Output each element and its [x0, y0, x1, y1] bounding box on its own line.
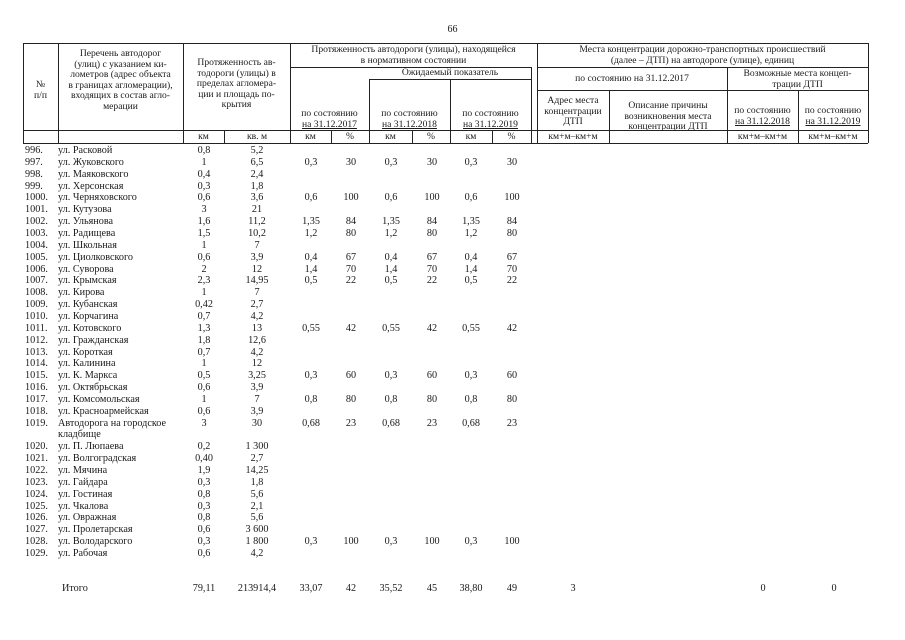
cell-area: 5,6 [250, 488, 264, 500]
cell-n: 1004. [25, 239, 48, 251]
cell-k17: 0,3 [304, 370, 318, 382]
cell-p19: 67 [506, 251, 518, 263]
cell-name: ул. Школьная [58, 239, 117, 251]
cell-n: 1019. [25, 417, 48, 429]
cell-k19: 0,3 [464, 156, 478, 168]
cell-k18: 1,2 [384, 227, 398, 239]
cell-p18: 67 [426, 251, 438, 263]
cell-name: ул. Мячина [58, 465, 108, 476]
cell-area: 3,9 [250, 405, 264, 417]
cell-km: 0,4 [197, 168, 211, 180]
cell-n: 1003. [25, 227, 48, 239]
cell-p19: 100 [504, 192, 520, 204]
cell-p19: 84 [506, 216, 518, 228]
cell-area: 14,95 [245, 275, 269, 287]
cell-p18: 80 [426, 393, 438, 405]
cell-k17: 0,68 [302, 417, 320, 429]
unit-pct-2018: % [427, 131, 435, 142]
cell-area: 3,6 [250, 192, 264, 204]
header-roads: Перечень автодорог (улиц) с указанием ки- лометров (адрес объекта в границах агломерации), входящих в состав агло- мерации [68, 48, 173, 112]
cell-n: 1016. [25, 382, 48, 393]
cell-name: ул. Пролетарская [58, 524, 133, 536]
cell-n: 1002. [25, 216, 48, 228]
cell-p19: 60 [506, 370, 518, 382]
cell-k18: 0,68 [382, 417, 400, 429]
cell-name: Автодорога на городское [58, 417, 167, 429]
cell-k19: 0,3 [464, 370, 478, 382]
cell-p18: 70 [426, 263, 438, 275]
cell-area: 1,8 [250, 180, 264, 192]
cell-p17: 60 [345, 370, 357, 382]
cell-p17: 100 [343, 192, 359, 204]
cell-n: 1001. [25, 204, 48, 216]
total-pct-2019: 49 [506, 583, 518, 594]
header-length: Протяженность ав- тодороги (улицы) в пределах агломера- ции и площадь по- крытия [196, 57, 277, 111]
header-dtp-address: Адрес места концентрации ДТП [544, 95, 602, 128]
cell-km: 1,9 [197, 465, 211, 476]
cell-area: 14,25 [245, 465, 269, 476]
cell-km: 3 [201, 204, 207, 216]
total-km: 79,11 [192, 583, 216, 594]
cell-n: 1005. [25, 251, 48, 263]
cell-n: 1023. [25, 476, 48, 488]
total-km-2018: 35,52 [379, 583, 403, 594]
header-number: № п/п [34, 79, 47, 101]
cell-k19: 0,3 [464, 536, 478, 548]
cell-km: 0,3 [197, 536, 211, 548]
header-expected: Ожидаемый показатель [401, 67, 499, 78]
cell-p19: 70 [506, 263, 518, 275]
cell-area: 3,9 [250, 251, 264, 263]
cell-p19: 100 [504, 536, 520, 548]
cell-k18: 0,55 [382, 322, 400, 334]
header-border [531, 67, 532, 143]
cell-km: 1 [201, 156, 207, 168]
cell-n: 1029. [25, 547, 48, 559]
cell-p17: 80 [345, 393, 357, 405]
unit-km-m-2018: км+м–км+м [737, 131, 788, 142]
cell-k17: 0,3 [304, 536, 318, 548]
cell-area: 4,2 [250, 547, 264, 559]
header-dtp-2018: по состоянию на 31.12.2018 [734, 105, 791, 127]
cell-n: 1027. [25, 524, 48, 536]
cell-p17: 30 [345, 156, 357, 168]
cell-n: 1017. [25, 393, 48, 405]
cell-n: 998. [25, 168, 43, 180]
cell-p17: 23 [345, 417, 357, 429]
cell-k17: 0,55 [302, 322, 320, 334]
cell-area: 21 [251, 204, 263, 216]
cell-n: 1018. [25, 405, 48, 417]
cell-name: ул. Короткая [58, 346, 113, 358]
cell-area: 5,6 [250, 512, 264, 524]
total-dtp-2019: 0 [831, 583, 837, 594]
cell-p18: 30 [426, 156, 438, 168]
cell-p18: 42 [426, 322, 438, 334]
cell-n: 1012. [25, 334, 48, 346]
cell-km: 0,3 [197, 500, 211, 512]
header-normative-2018: по состоянию на 31.12.2018 [381, 108, 438, 130]
unit-pct-2019: % [507, 131, 516, 142]
cell-name: ул. Суворова [58, 263, 114, 275]
cell-p17: 80 [345, 227, 357, 239]
cell-k17: 0,4 [304, 251, 318, 263]
cell-k18: 0,5 [384, 275, 398, 287]
total-pct-2017: 42 [345, 583, 357, 594]
unit-km-2018: км [385, 131, 396, 142]
cell-km: 0,42 [195, 299, 213, 311]
cell-name: ул. Октябрьская [58, 382, 128, 393]
cell-area: 3,25 [248, 370, 266, 382]
cell-area: 2,1 [250, 500, 264, 512]
cell-km: 1,3 [197, 322, 211, 334]
cell-k19: 0,8 [464, 393, 478, 405]
cell-p19: 80 [506, 227, 518, 239]
cell-name: ул. Волгоградская [58, 453, 137, 465]
cell-area: 3,9 [250, 382, 264, 393]
cell-p17: 22 [345, 275, 357, 287]
cell-km: 1,8 [197, 334, 211, 346]
cell-p19: 42 [506, 322, 518, 334]
cell-km: 1,6 [197, 216, 211, 228]
cell-area: 12,6 [248, 334, 266, 346]
cell-name: ул. К. Маркса [58, 370, 118, 382]
cell-km: 0,7 [197, 346, 211, 358]
cell-k17: 1,4 [304, 263, 318, 275]
cell-k19: 0,4 [464, 251, 478, 263]
cell-area: 6,5 [250, 156, 264, 168]
cell-name: ул. Черняховского [58, 192, 137, 204]
cell-k19: 1,4 [464, 263, 478, 275]
cell-km: 1,5 [197, 227, 211, 239]
cell-k18: 1,35 [382, 216, 400, 228]
header-normative: Протяженность автодороги (улицы), находящейся в нормативном состоянии [311, 44, 516, 66]
total-pct-2018: 45 [426, 583, 438, 594]
cell-name: ул. Кирова [58, 287, 105, 299]
header-dtp-2019: по состоянию на 31.12.2019 [804, 105, 862, 127]
cell-km: 0,6 [197, 405, 211, 417]
cell-n: 1006. [25, 263, 48, 275]
header-dtp-2017: по состоянию на 31.12.2017 [575, 73, 689, 84]
cell-area: 2,4 [250, 168, 264, 180]
cell-n: 1009. [25, 299, 48, 311]
cell-area: 13 [251, 322, 263, 334]
header-dtp-possible: Возможные места концеп- трации ДТП [743, 68, 852, 90]
cell-k19: 1,35 [462, 216, 480, 228]
cell-p18: 100 [424, 536, 440, 548]
cell-name: ул. Калинина [58, 358, 116, 370]
cell-n: 1015. [25, 370, 48, 382]
cell-km: 0,5 [197, 370, 211, 382]
total-km-2019: 38,80 [459, 583, 483, 594]
cell-area: 4,2 [250, 346, 264, 358]
cell-area: 2,7 [250, 299, 264, 311]
cell-km: 2 [201, 263, 207, 275]
cell-n: 1021. [25, 453, 48, 465]
unit-km-m: км+м–км+м [548, 131, 598, 142]
cell-p18: 22 [426, 275, 438, 287]
cell-km: 0,6 [197, 524, 211, 536]
cell-k18: 0,3 [384, 536, 398, 548]
cell-k17: 0,6 [304, 192, 318, 204]
cell-n: 999. [25, 180, 43, 192]
cell-n: 1008. [25, 287, 48, 299]
header-dtp: Места концентрации дорожно-транспортных происшествий (далее – ДТП) на автодороге (улице), единиц [579, 44, 826, 66]
cell-km: 1 [201, 287, 207, 299]
cell-k19: 0,5 [464, 275, 478, 287]
cell-n: 1025. [25, 500, 48, 512]
cell-km: 0,8 [197, 145, 211, 156]
cell-k19: 1,2 [464, 227, 478, 239]
cell-km: 0,7 [197, 310, 211, 322]
unit-km: км [198, 131, 209, 142]
cell-km: 0,40 [195, 453, 213, 465]
total-km-2017: 33,07 [299, 583, 323, 594]
cell-n: 1007. [25, 275, 48, 287]
cell-p19: 80 [506, 393, 518, 405]
cell-name: ул. Овражная [58, 512, 117, 524]
cell-k18: 0,3 [384, 370, 398, 382]
cell-name: ул. Гражданская [58, 334, 129, 346]
cell-km: 0,6 [197, 251, 211, 263]
cell-area: 4,2 [250, 310, 264, 322]
cell-p17: 100 [343, 536, 359, 548]
cell-k17: 0,3 [304, 156, 318, 168]
cell-n: 1020. [25, 441, 48, 453]
cell-name: ул. Комсомольская [58, 393, 140, 405]
cell-area: 7 [254, 239, 260, 251]
cell-n: 1026. [25, 512, 48, 524]
cell-n: 1011. [25, 322, 48, 334]
total-dtp-2018: 0 [760, 583, 766, 594]
cell-p19: 30 [506, 156, 518, 168]
cell-km: 0,3 [197, 476, 211, 488]
cell-name: ул. Красноармейская [58, 405, 149, 417]
cell-k17: 1,35 [302, 216, 320, 228]
cell-n: 1013. [25, 346, 48, 358]
page-number: 66 [447, 24, 458, 35]
header-normative-2019: по состоянию на 31.12.2019 [462, 108, 519, 130]
cell-name: ул. Кубанская [58, 299, 118, 311]
cell-area: 10,2 [248, 227, 266, 239]
cell-name: ул. Крымская [58, 275, 117, 287]
cell-name: ул. Радищева [58, 227, 116, 239]
cell-area: 12 [251, 358, 263, 370]
cell-km: 0,6 [197, 547, 211, 559]
cell-name: ул. Корчагина [58, 310, 119, 322]
header-border [868, 43, 869, 143]
cell-name: ул. Расковой [58, 145, 113, 156]
cell-name: ул. Циолковского [58, 251, 134, 263]
cell-n: 1022. [25, 465, 48, 476]
cell-k19: 0,68 [462, 417, 480, 429]
cell-km: 0,2 [197, 441, 211, 453]
cell-p19: 22 [506, 275, 518, 287]
cell-name: ул. Гостиная [58, 488, 113, 500]
cell-p18: 100 [424, 192, 440, 204]
cell-km: 1 [201, 393, 207, 405]
unit-km-m-2019: км+м–км+м [808, 131, 858, 142]
cell-name: ул. Ульянова [58, 216, 114, 228]
cell-area: 7 [254, 393, 260, 405]
cell-n: 1000. [25, 192, 48, 204]
cell-area: 30 [251, 417, 263, 429]
cell-k17: 1,2 [304, 227, 318, 239]
header-dtp-reason: Описание причины возникновения места концентрации ДТП [624, 100, 712, 133]
cell-km: 0,8 [197, 488, 211, 500]
cell-p17: 84 [345, 216, 357, 228]
cell-name: ул. Володарского [58, 536, 133, 548]
total-dtp-2017: 3 [570, 583, 576, 594]
cell-name: ул. Херсонская [58, 180, 124, 192]
cell-p18: 84 [426, 216, 438, 228]
total-area: 213914,4 [237, 583, 277, 594]
cell-name: ул. Маяковского [58, 168, 129, 180]
cell-name: ул. Жуковского [58, 156, 124, 168]
cell-n: 1010. [25, 310, 48, 322]
cell-p18: 60 [426, 370, 438, 382]
cell-n: 996. [25, 145, 43, 156]
cell-km: 0,3 [197, 180, 211, 192]
cell-area: 1 800 [245, 536, 269, 548]
cell-name: ул. Котовского [58, 322, 122, 334]
cell-p19: 23 [506, 417, 518, 429]
total-label: Итого [62, 583, 88, 594]
cell-area: 12 [251, 263, 263, 275]
cell-name: ул. Чкалова [58, 500, 109, 512]
cell-k18: 0,3 [384, 156, 398, 168]
cell-km: 2,3 [197, 275, 211, 287]
cell-p18: 80 [426, 227, 438, 239]
cell-name: ул. П. Люпаева [58, 441, 124, 453]
cell-area: 1 300 [245, 441, 269, 453]
cell-km: 1 [201, 358, 207, 370]
cell-area: 7 [254, 287, 260, 299]
unit-pct-2017: % [346, 131, 354, 142]
cell-area: 5,2 [250, 145, 264, 156]
unit-sqm: кв. м [246, 131, 268, 142]
cell-k18: 0,6 [384, 192, 398, 204]
cell-area: 3 600 [245, 524, 269, 536]
cell-area: 11,2 [248, 216, 266, 228]
cell-area: 2,7 [250, 453, 264, 465]
cell-n: 1024. [25, 488, 48, 500]
unit-km-2017: км [305, 131, 316, 142]
cell-n: 1028. [25, 536, 48, 548]
cell-p17: 42 [345, 322, 357, 334]
cell-km: 0,8 [197, 512, 211, 524]
cell-k17: 0,8 [304, 393, 318, 405]
cell-p18: 23 [426, 417, 438, 429]
cell-n: 997. [25, 156, 43, 168]
cell-km: 3 [201, 417, 207, 429]
cell-n: 1014. [25, 358, 48, 370]
unit-km-2019: км [465, 131, 477, 142]
cell-k18: 1,4 [384, 263, 398, 275]
cell-name-continued: кладбище [58, 428, 101, 440]
header-normative-2017: по состоянию на 31.12.2017 [301, 108, 358, 130]
cell-area: 1,8 [250, 476, 264, 488]
cell-name: ул. Кутузова [58, 204, 112, 216]
cell-k19: 0,6 [464, 192, 478, 204]
cell-name: ул. Гайдара [58, 476, 108, 488]
cell-p17: 67 [345, 251, 357, 263]
cell-p17: 70 [345, 263, 357, 275]
cell-k18: 0,8 [384, 393, 398, 405]
cell-km: 0,6 [197, 382, 211, 393]
header-bottom-rule [23, 143, 868, 144]
cell-k18: 0,4 [384, 251, 398, 263]
cell-k19: 0,55 [462, 322, 480, 334]
cell-km: 1 [201, 239, 207, 251]
cell-km: 0,6 [197, 192, 211, 204]
cell-name: ул. Рабочая [58, 547, 108, 559]
cell-k17: 0,5 [304, 275, 318, 287]
